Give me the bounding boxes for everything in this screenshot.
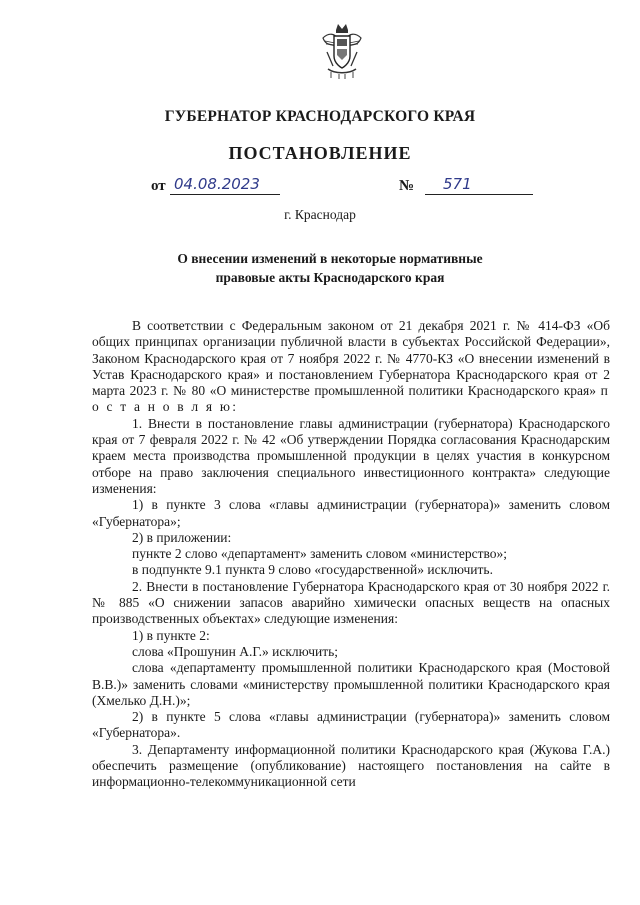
body-paragraph: 2. Внести в постановление Губернатора Краснодарского края от 30 ноября 2022 г. № 885 «О снижении запасов аварийно химически опасных веществ на опасных производственных объектах» следующие изменения:	[92, 578, 610, 627]
body-paragraph: 2) в приложении:	[132, 529, 232, 545]
body-paragraph: слова «Прошунин А.Г.» исключить;	[132, 643, 339, 659]
number-label: №	[399, 178, 415, 194]
body-paragraph: в подпункте 9.1 пункта 9 слово «государственной» исключить.	[132, 562, 493, 578]
body-paragraph: 1) в пункте 2:	[132, 627, 210, 643]
subject-line-2: правовые акты Краснодарского края	[215, 270, 445, 285]
issuing-authority: ГУБЕРНАТОР КРАСНОДАРСКОГО КРАЯ	[164, 108, 476, 125]
document-body	[92, 318, 610, 791]
date-label: от	[151, 178, 166, 194]
number-value: 571	[443, 175, 472, 193]
place-of-issue: г. Краснодар	[284, 207, 356, 222]
body-paragraph: 3. Департаменту информационной политики Краснодарского края (Жукова Г.А.) обеспечить размещение (опубликование) настоящего постановления на сайте в информационно-телекоммуникационной сети	[92, 741, 610, 790]
body-paragraph: 1. Внести в постановление главы администрации (губернатора) Краснодарского края от 7 февраля 2022 г. № 42 «Об утверждении Порядка согласования Краснодарским краем места производства промышленной продукции в целях участия в конкурсном отборе на право заключения специального инвестиционного контракта» следующие изменения:	[92, 415, 610, 496]
date-number-row	[0, 175, 640, 200]
body-paragraph: 1) в пункте 3 слова «главы администрации (губернатора)» заменить словом «Губернатора»;	[92, 497, 610, 529]
resolve-word: п о с т а н о в л я ю:	[92, 383, 610, 415]
preamble-text: В соответствии с Федеральным законом от 21 декабря 2021 г. № 414-ФЗ «Об общих принципах организации публичной власти в субъектах Российской Федерации», Законом Краснодарского края от 7 ноября 2022 г. № 4770-КЗ «О внесении изменений в Устав Краснодарского края» и постановлением Губернатора Краснодарского края от 2 марта 2023 г. № 80 «О министерстве промышленной политики Краснодарского края»	[92, 318, 610, 399]
document-subject	[130, 249, 530, 287]
date-value: 04.08.2023	[174, 175, 260, 193]
document-type: ПОСТАНОВЛЕНИЕ	[228, 143, 412, 163]
body-paragraph: 2) в пункте 5 слова «главы администрации (губернатора)» заменить словом «Губернатора».	[92, 709, 610, 741]
subject-line-1: О внесении изменений в некоторые нормативные	[177, 251, 483, 266]
preamble-paragraph	[92, 318, 610, 416]
body-paragraph: слова «департаменту промышленной политики Краснодарского края (Мостовой В.В.)» заменить словами «министерству промышленной политики Краснодарского края (Хмелько Д.Н.)»;	[92, 660, 610, 708]
coat-of-arms-icon	[319, 22, 365, 80]
date-underline	[170, 194, 280, 195]
body-paragraph: пункте 2 слово «департамент» заменить словом «министерство»;	[132, 546, 508, 562]
number-underline	[425, 194, 533, 195]
